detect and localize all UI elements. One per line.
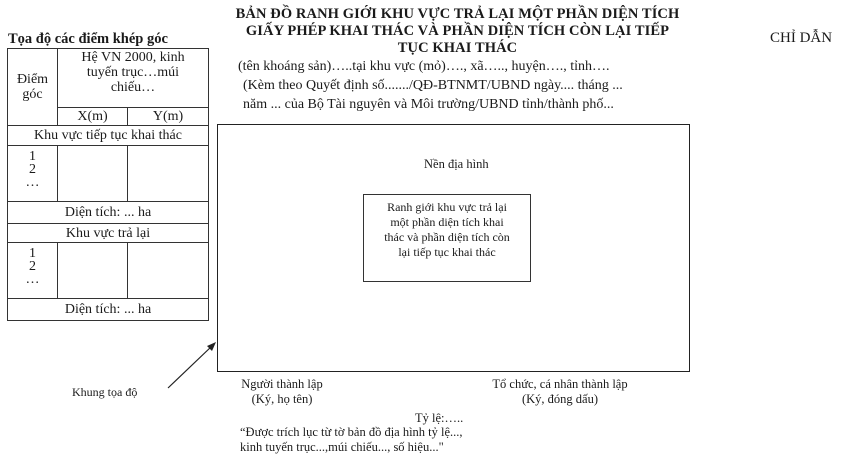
document-title bbox=[205, 6, 710, 57]
signature-organization-title: Tổ chức, cá nhân thành lập bbox=[492, 377, 628, 391]
x-header: X(m) bbox=[58, 108, 128, 126]
system-header-line-2: tuyến trục…múi bbox=[86, 65, 180, 80]
subtitle-line-3: năm ... của Bộ Tài nguyên và Môi trường/UBND tỉnh/thành phố... bbox=[243, 97, 614, 112]
point-header-line-2: góc bbox=[22, 87, 43, 102]
y-value-cell bbox=[128, 146, 209, 202]
point-header-line-1: Điểm bbox=[16, 72, 49, 87]
scale-label: Tỷ lệ:….. bbox=[415, 411, 464, 425]
section-continue-title: Khu vực tiếp tục khai thác bbox=[8, 126, 209, 146]
title-line-1: BẢN ĐỒ RANH GIỚI KHU VỰC TRẢ LẠI MỘT PHẦN DIỆN TÍCH bbox=[235, 6, 680, 22]
boundary-line-4: lại tiếp tục khai thác bbox=[398, 245, 496, 259]
system-header-line-1: Hệ VN 2000, kinh bbox=[81, 50, 185, 65]
signature-organization bbox=[470, 377, 650, 407]
signature-organization-sub: (Ký, đóng dấu) bbox=[521, 392, 599, 406]
system-header bbox=[58, 49, 209, 108]
title-line-2: GIẤY PHÉP KHAI THÁC VÀ PHẦN DIỆN TÍCH CÒN LẠI TIẾP bbox=[245, 23, 670, 39]
signature-creator-title: Người thành lập bbox=[241, 377, 323, 391]
signature-creator-sub: (Ký, họ tên) bbox=[251, 392, 313, 406]
boundary-box bbox=[363, 194, 531, 282]
subtitle-line-2: (Kèm theo Quyết định số......./QĐ-BTNMT/UBND ngày.... tháng ... bbox=[243, 78, 623, 93]
coords-heading: Tọa độ các điểm khép góc bbox=[8, 31, 168, 47]
boundary-line-2: một phần diện tích khai bbox=[390, 215, 504, 229]
source-note-line-1: “Được trích lục từ tờ bản đồ địa hình tỷ lệ..., bbox=[240, 425, 463, 439]
pointer-arrow-icon bbox=[160, 336, 220, 396]
point-2: 2 bbox=[29, 259, 36, 274]
boundary-line-3: thác và phần diện tích còn bbox=[384, 230, 510, 244]
frame-label: Khung tọa độ bbox=[72, 385, 138, 399]
title-line-3: TỤC KHAI THÁC bbox=[397, 40, 518, 56]
point-more: … bbox=[25, 272, 40, 287]
point-header bbox=[8, 49, 58, 126]
point-2: 2 bbox=[29, 162, 36, 177]
y-value-cell bbox=[128, 243, 209, 299]
section-continue-points bbox=[8, 146, 58, 202]
boundary-line-1: Ranh giới khu vực trả lại bbox=[387, 200, 507, 214]
source-note-line-2: kinh tuyến trục...,múi chiếu..., số hiệu..." bbox=[240, 440, 444, 454]
area-continue: Diện tích: ... ha bbox=[8, 202, 209, 224]
point-more: … bbox=[25, 175, 40, 190]
section-return-points bbox=[8, 243, 58, 299]
system-header-line-3: chiếu… bbox=[110, 80, 156, 95]
y-header: Y(m) bbox=[128, 108, 209, 126]
legend-label: CHỈ DẪN bbox=[770, 30, 833, 46]
section-return-title: Khu vực trả lại bbox=[8, 224, 209, 243]
subtitle-line-1: (tên khoáng sản)…..tại khu vực (mỏ)…., xã….., huyện…., tỉnh…. bbox=[238, 59, 610, 74]
coords-table bbox=[7, 48, 209, 321]
x-value-cell bbox=[58, 146, 128, 202]
signature-creator bbox=[222, 377, 342, 407]
terrain-label: Nền địa hình bbox=[424, 157, 489, 171]
area-return: Diện tích: ... ha bbox=[8, 299, 209, 321]
point-1: 1 bbox=[29, 149, 36, 164]
source-note bbox=[240, 425, 463, 455]
point-1: 1 bbox=[29, 246, 36, 261]
x-value-cell bbox=[58, 243, 128, 299]
